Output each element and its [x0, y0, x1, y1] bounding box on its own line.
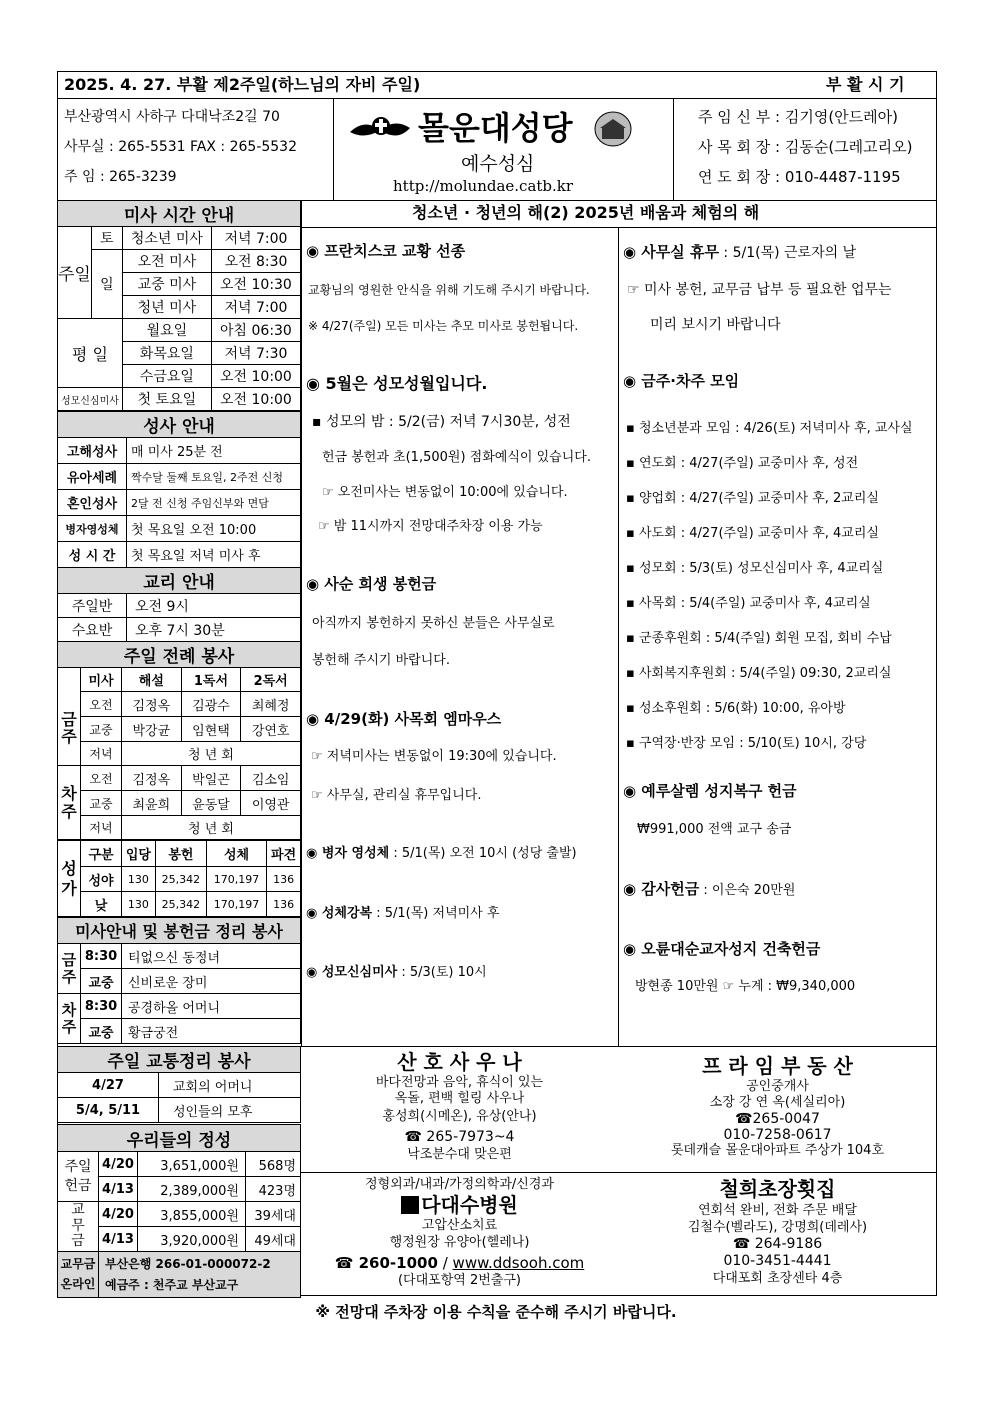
hymn-cell: 170,197	[206, 892, 266, 917]
news-marian-mass	[306, 966, 487, 979]
ad-line: 공인중개사	[746, 1079, 809, 1094]
ad-line: (다대포항역 2번출구)	[397, 1273, 521, 1288]
news-office-closed	[623, 245, 856, 260]
liturgy-cell: 강연호	[241, 717, 301, 742]
season-label: 부 활 시 기	[826, 75, 905, 94]
mass-name: 청소년 미사	[122, 227, 211, 250]
news-line: ☞ 밤 11시까지 전망대주차장 이용 가능	[318, 519, 543, 534]
offering-date: 4/20	[99, 1202, 138, 1227]
news-pope-title: ◉ 프란치스코 교황 선종	[306, 242, 466, 260]
liturgy-cell: 김정옥	[122, 692, 182, 717]
liturgy-cell: 박일곤	[181, 766, 241, 791]
sacrament-label: 유아세례	[58, 464, 127, 490]
sun-label: 일	[91, 250, 122, 319]
liturgy-mass: 교중	[81, 791, 122, 816]
news-line: 아직까지 봉헌하지 못하신 분들은 사무실로	[312, 616, 555, 631]
hymn-cell: 136	[267, 892, 301, 917]
ad-phone[interactable]: ☎265-0047	[735, 1111, 820, 1127]
news-building-title: ◉ 오륜대순교자성지 건축헌금	[623, 940, 821, 958]
news-detail: : 이은숙 20만원	[699, 883, 796, 898]
offering-service-group: 신비로운 장미	[122, 969, 301, 994]
liturgy-mass: 오전	[81, 692, 122, 717]
liturgy-header: 2독서	[241, 668, 301, 692]
cha-label: 차주	[58, 766, 81, 840]
ad-title: 다대수병원	[421, 1193, 518, 1217]
hymn-cell: 25,342	[155, 892, 206, 917]
sacrament-label: 병자영성체	[58, 516, 127, 542]
mass-name: 월요일	[122, 319, 211, 342]
sacraments-title: 성사 안내	[58, 412, 301, 438]
hymn-cell: 170,197	[206, 867, 266, 892]
mass-name: 청년 미사	[122, 296, 211, 319]
church-logo-icon	[345, 110, 415, 150]
meeting-item: ▪ 사도회 : 4/27(주일) 교중미사 후, 4교리실	[626, 526, 879, 541]
hymn-header: 파견	[267, 841, 301, 867]
mass-name: 화목요일	[122, 342, 211, 365]
liturgy-cell: 김광수	[181, 692, 241, 717]
meeting-item: ▪ 청소년분과 모임 : 4/26(토) 저녁미사 후, 교사실	[626, 421, 913, 436]
special-mass-label: 성모신심미사	[58, 388, 123, 411]
ad-hospital	[301, 1176, 618, 1289]
offering-amount: 2,389,000원	[138, 1177, 246, 1202]
ad-phone[interactable]: 010-7258-0617	[723, 1127, 832, 1143]
geum-label: 금주	[58, 692, 81, 766]
news-title: ◉ 성체강복	[306, 906, 373, 921]
mass-name: 첫 토요일	[122, 388, 211, 411]
catechism-value: 오후 7시 30분	[127, 618, 301, 642]
liturgy-cell: 최혜정	[241, 692, 301, 717]
news-title: ◉ 병자 영성체	[306, 846, 390, 861]
ad-phone[interactable]: ☎ 264-9186	[732, 1236, 823, 1252]
ad-line: 소장 강 연 옥(세실리아)	[709, 1095, 846, 1110]
mass-time: 오전 10:00	[211, 365, 300, 388]
liturgy-header: 해설	[122, 668, 182, 692]
offering-service-time: 교중	[81, 1019, 122, 1044]
news-title: ◉ 사무실 휴무	[623, 243, 719, 261]
offering-service-table	[57, 917, 301, 1044]
ad-contact	[301, 1255, 618, 1272]
cha-label: 차주	[58, 994, 81, 1044]
geum-label: 금주	[58, 944, 81, 994]
church-name: 몰운대성당	[418, 109, 573, 147]
sacrament-value: 첫 목요일 오전 10:00	[127, 516, 301, 542]
hymns-table	[57, 840, 301, 917]
liturgy-cell: 최윤희	[122, 791, 182, 816]
ad-phone[interactable]: ☎ 260-1000	[334, 1254, 438, 1272]
liturgy-header: 1독서	[181, 668, 241, 692]
liturgy-header: 미사	[81, 668, 122, 692]
liturgy-cell: 임현택	[181, 717, 241, 742]
news-meetings-title: ◉ 금주·차주 모임	[623, 372, 740, 390]
news-line: ☞ 사무실, 관리실 휴무입니다.	[311, 788, 482, 803]
sat-label: 토	[91, 227, 122, 250]
offering-service-time: 교중	[81, 969, 122, 994]
liturgy-cell: 이영관	[241, 791, 301, 816]
offering-count: 49세대	[246, 1227, 301, 1252]
offering-count: 423명	[246, 1177, 301, 1202]
mass-times-title: 미사 시간 안내	[58, 201, 301, 227]
news-line: ☞ 미사 봉헌, 교무금 납부 등 필요한 업무는	[627, 282, 892, 298]
hymn-cell: 130	[122, 867, 156, 892]
ad-line: 낙조분수대 맞은편	[407, 1147, 512, 1162]
hymn-header: 봉헌	[155, 841, 206, 867]
news-benediction	[306, 907, 499, 920]
sacrament-value: 첫 목요일 저녁 미사 후	[127, 542, 301, 568]
traffic-group: 성인들의 모후	[159, 1098, 301, 1123]
news-emmaus-title: ◉ 4/29(화) 사목회 엠마우스	[306, 710, 502, 728]
year-theme: 청소년 · 청년의 해(2) 2025년 배움과 체험의 해	[412, 203, 760, 222]
news-detail: : 5/1(목) 근로자의 날	[718, 245, 857, 261]
offering-amount: 3,855,000원	[138, 1202, 246, 1227]
liturgy-cell: 윤동달	[181, 791, 241, 816]
ad-phone[interactable]: ☎ 265-7973~4	[404, 1129, 515, 1145]
news-line: 교황님의 영원한 안식을 위해 기도해 주시기 바랍니다.	[308, 283, 590, 297]
offering-date: 4/13	[99, 1177, 138, 1202]
sacrament-label: 성 시 간	[58, 542, 127, 568]
church-building-icon	[594, 111, 632, 147]
ad-line: 연회석 완비, 전화 주문 배달	[698, 1203, 857, 1218]
liturgy-mass: 교중	[81, 717, 122, 742]
mass-time: 오전 10:30	[211, 273, 300, 296]
catechism-label: 수요반	[58, 618, 127, 642]
news-line: ▪ 성모의 밤 : 5/2(금) 저녁 7시30분, 성전	[312, 414, 571, 430]
liturgy-mass: 저녁	[81, 742, 122, 766]
mass-name: 오전 미사	[122, 250, 211, 273]
ad-line: 다대포회 초장센타 4층	[712, 1271, 843, 1286]
meeting-item: ▪ 사회복지후원회 : 5/4(주일) 09:30, 2교리실	[626, 666, 892, 681]
ad-sauna	[301, 1049, 618, 1163]
news-detail: : 5/3(토) 10시	[397, 965, 487, 980]
bank-account[interactable]: 부산은행 266-01-000072-2	[105, 1257, 271, 1272]
sacrament-label: 고해성사	[58, 438, 127, 464]
mass-time: 오전 8:30	[211, 250, 300, 273]
ad-line: 정형외과/내과/가정의학과/신경과	[365, 1177, 554, 1192]
ad-sushi	[618, 1176, 937, 1287]
news-line: ☞ 오전미사는 변동없이 10:00에 있습니다.	[322, 485, 568, 500]
news-title: ◉ 성모신심미사	[306, 965, 398, 980]
pastoral-president: 사 목 회 장 : 김동순(그레고리오)	[698, 138, 913, 156]
sacrament-value: 짝수달 둘째 토요일, 2주전 신청	[127, 464, 301, 490]
liturgy-cell: 김소임	[241, 766, 301, 791]
catechism-value: 오전 9시	[127, 594, 301, 618]
mass-name: 수금요일	[122, 365, 211, 388]
meeting-item: ▪ 군종후원회 : 5/4(주일) 회원 모집, 회비 수납	[626, 631, 892, 646]
news-title: ◉ 감사헌금	[623, 880, 700, 898]
news-may-title: ◉ 5월은 성모성월입니다.	[306, 374, 488, 393]
mass-times-table	[57, 200, 301, 411]
news-detail: : 5/1(목) 저녁미사 후	[372, 906, 500, 921]
church-url[interactable]: http://molundae.catb.kr	[393, 177, 574, 195]
catechism-title: 교리 안내	[58, 568, 301, 594]
ad-title: 산 호 사 우 나	[397, 1050, 522, 1074]
online-label: 교무금온라인	[58, 1252, 99, 1298]
ad-title: 프 라 임 부 동 산	[702, 1054, 853, 1078]
news-sick-communion	[306, 847, 577, 860]
footer-note: ※ 전망대 주차장 이용 수칙을 준수해 주시기 바랍니다.	[315, 1303, 677, 1321]
meeting-item: ▪ 성소후원회 : 5/6(화) 10:00, 유아방	[626, 701, 846, 716]
ad-phone[interactable]: 010-3451-4441	[723, 1253, 832, 1269]
weekday-label: 평 일	[58, 319, 123, 388]
ad-separator: /	[442, 1254, 448, 1272]
offering-service-time: 8:30	[81, 994, 122, 1019]
offering-amount: 3,651,000원	[138, 1152, 246, 1177]
hymn-cell: 130	[122, 892, 156, 917]
pastor: 주 임 신 부 : 김기영(안드레아)	[698, 108, 898, 126]
hymn-label: 성가	[58, 841, 81, 917]
mass-time: 오전 10:00	[211, 388, 300, 411]
traffic-group: 교회의 어머니	[159, 1073, 301, 1098]
ad-line: 바다전망과 음악, 휴식이 있는	[375, 1075, 544, 1090]
offering-count: 39세대	[246, 1202, 301, 1227]
liturgy-mass: 오전	[81, 766, 122, 791]
traffic-date: 5/4, 5/11	[58, 1098, 159, 1123]
news-line: ₩991,000 전액 교구 송금	[637, 822, 792, 837]
hymn-cell: 25,342	[155, 867, 206, 892]
ad-line: 롯데캐슬 몰운대아파트 주상가 104호	[670, 1143, 885, 1158]
news-line: 방현종 10만원 ☞ 누계 : ₩9,340,000	[635, 979, 856, 994]
church-address: 부산광역시 사하구 다대낙조2길 70	[64, 109, 280, 125]
hymn-cell: 136	[267, 867, 301, 892]
offering-service-group: 공경하올 어머니	[122, 994, 301, 1019]
offering-service-group: 황금궁전	[122, 1019, 301, 1044]
liturgy-title: 주일 전례 봉사	[58, 642, 301, 668]
mass-time: 저녁 7:00	[211, 227, 300, 250]
ad-line: 행정원장 유양아(헬레나)	[389, 1235, 530, 1250]
ad-title: 철희초장횟집	[719, 1177, 836, 1201]
liturgy-cell: 김정옥	[122, 766, 182, 791]
ad-line: 고압산소치료	[421, 1218, 498, 1233]
sunday-offering-label: 주일헌금	[58, 1152, 99, 1202]
church-motto: 예수성심	[461, 153, 535, 175]
ad-url[interactable]: www.ddsooh.com	[452, 1254, 585, 1272]
sacrament-value: 매 미사 25분 전	[127, 438, 301, 464]
offering-count: 568명	[246, 1152, 301, 1177]
offering-date: 4/20	[99, 1152, 138, 1177]
sunday-label: 주일	[58, 227, 92, 319]
sacrament-label: 혼인성사	[58, 490, 127, 516]
account-holder: 예금주 : 천주교 부산교구	[105, 1277, 239, 1292]
liturgy-cell: 박강균	[122, 717, 182, 742]
traffic-table	[57, 1046, 301, 1123]
news-lent-title: ◉ 사순 희생 봉헌금	[306, 575, 437, 593]
ad-line: 김철수(벨라도), 강명희(데레사)	[687, 1220, 868, 1235]
offering-date: 4/13	[99, 1227, 138, 1252]
traffic-title: 주일 교통정리 봉사	[58, 1047, 301, 1073]
hymn-kind: 낮	[81, 892, 122, 917]
news-detail: : 5/1(목) 오전 10시 (성당 출발)	[389, 846, 577, 861]
meeting-item: ▪ 사목회 : 5/4(주일) 교중미사 후, 4교리실	[626, 596, 871, 611]
residence-phone: 주 임 : 265-3239	[64, 169, 177, 185]
news-line: ☞ 저녁미사는 변동없이 19:30에 있습니다.	[311, 749, 557, 764]
meeting-item: ▪ 연도회 : 4/27(주일) 교중미사 후, 성전	[626, 456, 859, 471]
date-title: 2025. 4. 27. 부활 제2주일(하느님의 자비 주일)	[64, 75, 421, 94]
sacraments-table	[57, 411, 301, 568]
news-jerusalem-title: ◉ 예루살렘 성지복구 헌금	[623, 782, 797, 800]
family-offering-label: 교무금	[58, 1202, 99, 1252]
catechism-label: 주일반	[58, 594, 127, 618]
mass-name: 교중 미사	[122, 273, 211, 296]
offerings-title: 우리들의 정성	[58, 1125, 301, 1152]
meeting-item: ▪ 성모회 : 5/3(토) 성모신심미사 후, 4교리실	[626, 561, 884, 576]
office-phone: 사무실 : 265-5531 FAX : 265-5532	[64, 139, 297, 155]
ad-realty	[618, 1053, 937, 1159]
offerings-table	[57, 1124, 301, 1298]
hymn-header: 구분	[81, 841, 122, 867]
news-line: 미리 보시기 바랍니다	[650, 317, 781, 333]
liturgy-table	[57, 641, 301, 840]
news-line: 봉헌해 주시기 바랍니다.	[312, 653, 450, 668]
meeting-item: ▪ 구역장·반장 모임 : 5/10(토) 10시, 강당	[626, 736, 867, 751]
news-line: 헌금 봉헌과 초(1,500원) 점화예식이 있습니다.	[322, 450, 591, 465]
liturgy-mass: 저녁	[81, 816, 122, 840]
hospital-logo-icon	[401, 1196, 419, 1214]
hymn-header: 성체	[206, 841, 266, 867]
hymn-header: 입당	[122, 841, 156, 867]
offering-service-title: 미사안내 및 봉헌금 정리 봉사	[58, 918, 301, 944]
liturgy-cell: 청 년 회	[122, 742, 301, 766]
catechism-table	[57, 567, 301, 642]
meetings-list	[626, 411, 913, 761]
ad-line: 옥돌, 편백 힐링 사우나	[394, 1091, 525, 1106]
ad-line: 홍성희(시메온), 유상(안나)	[382, 1109, 537, 1124]
mass-time: 아침 06:30	[211, 319, 300, 342]
offering-service-group: 티없으신 동정녀	[122, 944, 301, 969]
offering-service-time: 8:30	[81, 944, 122, 969]
traffic-date: 4/27	[58, 1073, 159, 1098]
sacrament-value: 2달 전 신청 주임신부와 면담	[127, 490, 301, 516]
news-line: ※ 4/27(주일) 모든 미사는 추모 미사로 봉헌됩니다.	[308, 319, 579, 333]
ad-hospital-name	[301, 1193, 618, 1217]
hymn-kind: 성야	[81, 867, 122, 892]
liturgy-cell: 청 년 회	[122, 816, 301, 840]
offering-amount: 3,920,000원	[138, 1227, 246, 1252]
pastoral-phone: 연 도 회 장 : 010-4487-1195	[698, 168, 901, 186]
mass-time: 저녁 7:00	[211, 296, 300, 319]
meeting-item: ▪ 양업회 : 4/27(주일) 교중미사 후, 2교리실	[626, 491, 879, 506]
news-thanks	[623, 882, 795, 897]
mass-time: 저녁 7:30	[211, 342, 300, 365]
